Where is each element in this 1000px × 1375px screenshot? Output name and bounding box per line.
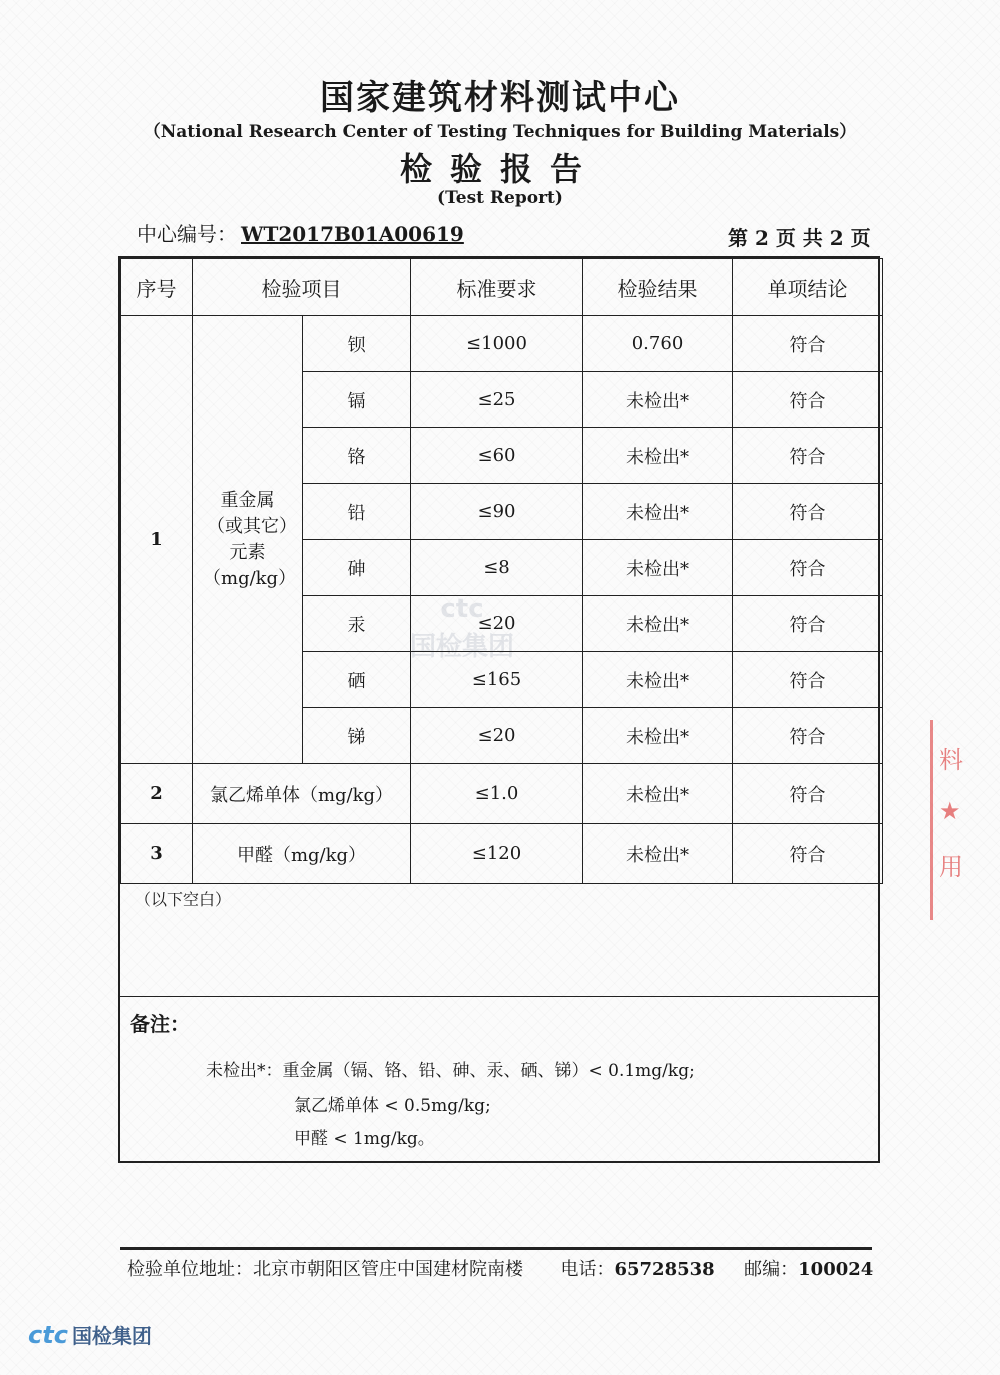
result: 0.760	[583, 316, 733, 372]
conclusion: 符合	[733, 316, 883, 372]
group1-item: 重金属（或其它）元素（mg/kg）	[193, 316, 303, 764]
remarks-divider	[120, 996, 878, 997]
row3-item: 甲醛（mg/kg）	[193, 824, 411, 884]
remarks-label: 备注：	[130, 1012, 190, 1036]
sub-item: 铅	[303, 484, 411, 540]
requirement: ≤20	[411, 596, 583, 652]
requirement: ≤1000	[411, 316, 583, 372]
conclusion: 符合	[733, 824, 883, 884]
ctc-logo-icon: ctc	[28, 1321, 68, 1349]
result: 未检出*	[583, 372, 733, 428]
table-row	[121, 764, 883, 824]
requirement: ≤25	[411, 372, 583, 428]
stamp-star-icon: ★	[939, 797, 961, 825]
requirement: ≤60	[411, 428, 583, 484]
result: 未检出*	[583, 540, 733, 596]
results-table	[120, 258, 883, 884]
result: 未检出*	[583, 652, 733, 708]
watermark-text: 国检集团	[410, 632, 515, 662]
sub-item: 锑	[303, 708, 411, 764]
title-cn: 国家建筑材料测试中心	[320, 78, 680, 118]
footer-divider	[120, 1247, 872, 1250]
table-row	[121, 316, 883, 372]
stamp-char: 料	[939, 746, 963, 774]
header-conclusion: 单项结论	[733, 259, 883, 316]
conclusion: 符合	[733, 764, 883, 824]
sub-item: 硒	[303, 652, 411, 708]
remark-line-2: 氯乙烯单体 < 0.5mg/kg;	[294, 1096, 491, 1116]
conclusion: 符合	[733, 652, 883, 708]
result: 未检出*	[583, 596, 733, 652]
remark-line-3: 甲醛 < 1mg/kg。	[294, 1129, 435, 1149]
postcode-label: 邮编：	[744, 1259, 799, 1280]
conclusion: 符合	[733, 708, 883, 764]
sub-item: 镉	[303, 372, 411, 428]
result: 未检出*	[583, 824, 733, 884]
result: 未检出*	[583, 708, 733, 764]
conclusion: 符合	[733, 596, 883, 652]
address-label: 检验单位地址：	[127, 1259, 253, 1280]
sub-item: 钡	[303, 316, 411, 372]
requirement: ≤8	[411, 540, 583, 596]
postcode: 100024	[798, 1259, 874, 1280]
footer	[127, 1255, 873, 1281]
sub-item: 汞	[303, 596, 411, 652]
page-info: 第 2 页 共 2 页	[728, 226, 871, 250]
blank-note: （以下空白）	[135, 890, 232, 909]
center-number-value: WT2017B01A00619	[241, 222, 464, 246]
result: 未检出*	[583, 764, 733, 824]
conclusion: 符合	[733, 372, 883, 428]
requirement: ≤120	[411, 824, 583, 884]
conclusion: 符合	[733, 428, 883, 484]
center-number	[137, 218, 464, 247]
requirement: ≤1.0	[411, 764, 583, 824]
logo-text: 国检集团	[71, 1324, 152, 1348]
result: 未检出*	[583, 428, 733, 484]
conclusion: 符合	[733, 540, 883, 596]
report-title-en: (Test Report)	[437, 188, 563, 208]
center-number-label: 中心编号：	[137, 222, 237, 246]
phone: 65728538	[614, 1259, 715, 1280]
requirement: ≤165	[411, 652, 583, 708]
red-seal-stamp	[930, 720, 973, 920]
requirement: ≤90	[411, 484, 583, 540]
ctc-logo	[28, 1320, 152, 1349]
remark-line-1: 未检出*：重金属（镉、铬、铅、砷、汞、硒、锑）< 0.1mg/kg;	[206, 1061, 695, 1081]
watermark-mark: ctc	[440, 594, 484, 624]
header-requirement: 标准要求	[411, 259, 583, 316]
header-no: 序号	[121, 259, 193, 316]
table-header-row	[121, 259, 883, 316]
group1-no: 1	[121, 316, 193, 764]
requirement: ≤20	[411, 708, 583, 764]
title-en: （National Research Center of Testing Techniques for Building Materials）	[143, 122, 857, 142]
phone-label: 电话：	[560, 1259, 615, 1280]
header-item: 检验项目	[193, 259, 411, 316]
address: 北京市朝阳区管庄中国建材院南楼	[253, 1259, 523, 1280]
row3-no: 3	[121, 824, 193, 884]
sub-item: 铬	[303, 428, 411, 484]
sub-item: 砷	[303, 540, 411, 596]
result: 未检出*	[583, 484, 733, 540]
table-row	[121, 824, 883, 884]
stamp-char: 用	[939, 853, 963, 881]
conclusion: 符合	[733, 484, 883, 540]
report-title-cn: 检验报告	[399, 150, 600, 188]
header-result: 检验结果	[583, 259, 733, 316]
row2-no: 2	[121, 764, 193, 824]
row2-item: 氯乙烯单体（mg/kg）	[193, 764, 411, 824]
